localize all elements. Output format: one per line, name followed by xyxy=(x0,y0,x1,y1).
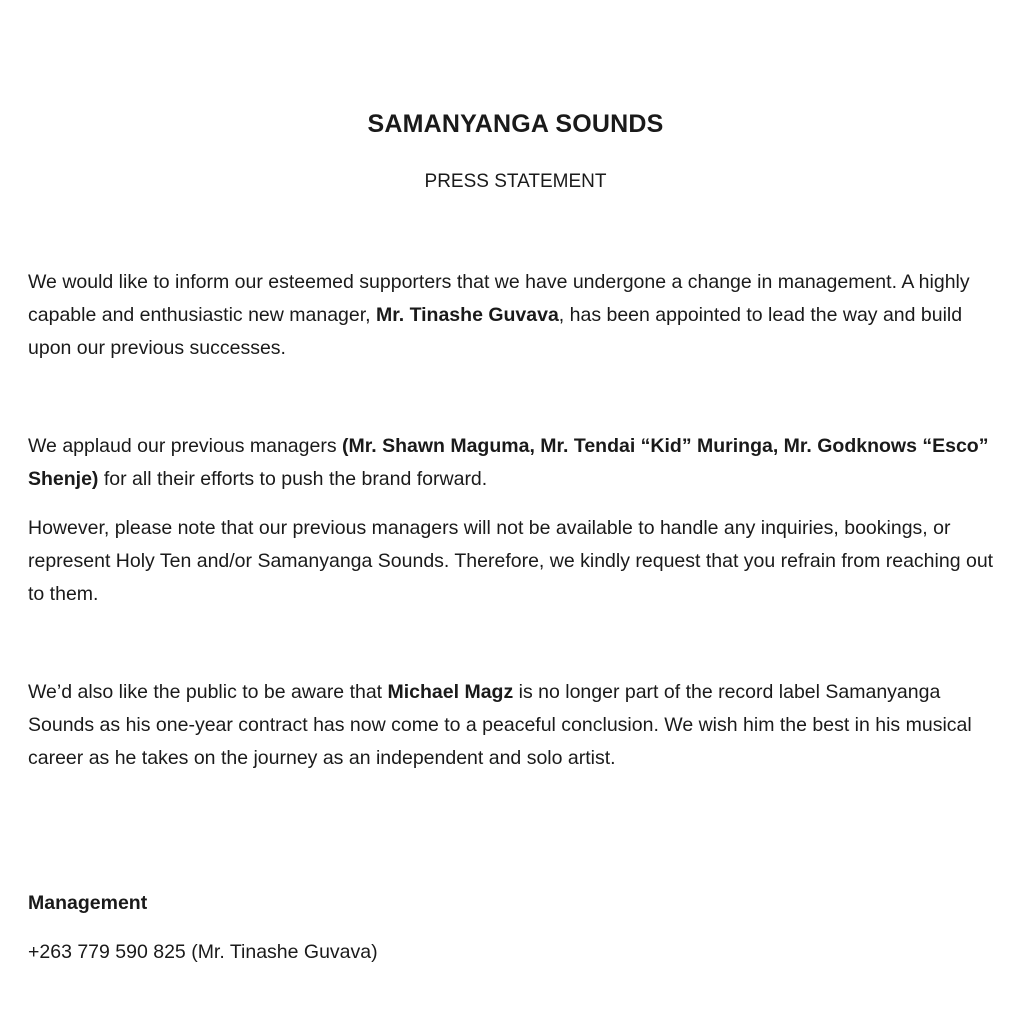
paragraph-notice xyxy=(28,512,1003,611)
paragraph-new-manager xyxy=(28,266,1003,365)
paragraph-previous-managers xyxy=(28,430,1003,496)
document-title: SAMANYANGA SOUNDS xyxy=(367,110,664,138)
document-subtitle: PRESS STATEMENT xyxy=(424,171,607,192)
contact-line: +263 779 590 825 (Mr. Tinashe Guvava) xyxy=(28,941,378,963)
paragraph-text: is no longer part of the record label Samanyanga Sounds as his one-year contract has now come to a peaceful conclusion. We wish him the best in his musical career as he takes on the journey as an independent and solo artist. xyxy=(28,681,972,769)
paragraph-text: We would like to inform our esteemed supporters that we have undergone a change in management. A highly capable and enthusiastic new manager, xyxy=(28,271,970,326)
signature-label: Management xyxy=(28,892,148,914)
paragraph-text: We’d also like the public to be aware that xyxy=(28,681,388,703)
paragraph-text: We applaud our previous managers xyxy=(28,435,342,457)
artist-name: Michael Magz xyxy=(387,681,514,703)
paragraph-text: for all their efforts to push the brand forward. xyxy=(98,468,488,490)
previous-managers-names: (Mr. Shawn Maguma, Mr. Tendai “Kid” Muringa, Mr. Godknows “Esco” Shenje) xyxy=(28,435,989,490)
paragraph-artist-departure xyxy=(28,676,1003,775)
paragraph-text: , has been appointed to lead the way and build upon our previous successes. xyxy=(28,304,963,359)
new-manager-name: Mr. Tinashe Guvava xyxy=(375,304,559,326)
paragraph-text: However, please note that our previous managers will not be available to handle any inquiries, bookings, or represent Holy Ten and/or Samanyanga Sounds. Therefore, we kindly request that you refrain from reaching out to them. xyxy=(28,517,994,605)
